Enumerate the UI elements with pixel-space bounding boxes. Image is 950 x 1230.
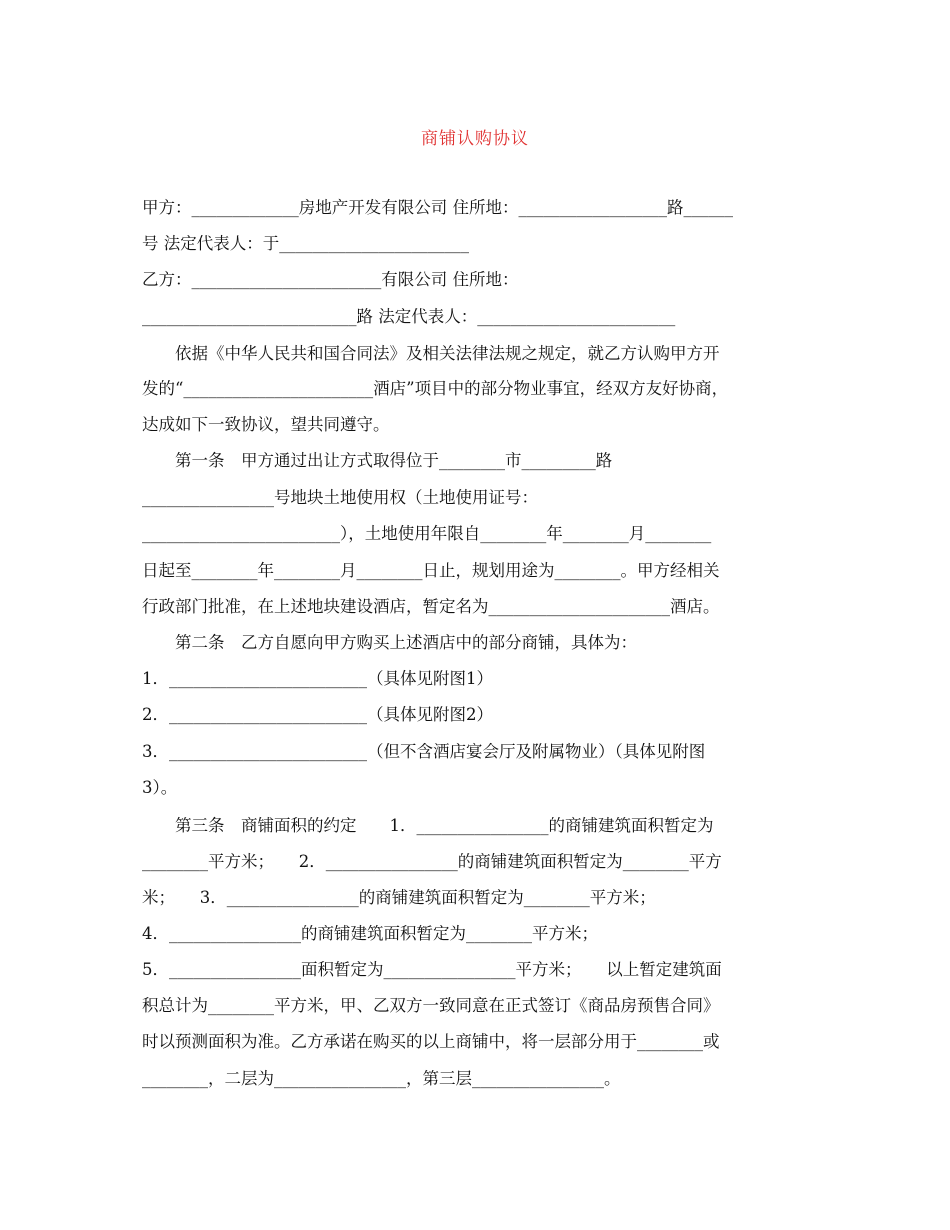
text-line: ________平方米； 2．________________的商铺建筑面积暂定为________平方 xyxy=(142,852,722,871)
text-line: 4．________________的商铺建筑面积暂定为________平方米； xyxy=(142,924,598,943)
text-line: 日起至________年________月________日止，规划用途为________。甲方经相关 xyxy=(142,561,720,580)
text-line: __________________________路 法定代表人：________________________ xyxy=(142,307,676,326)
text-line: 第三条 商铺面积的约定 1．________________的商铺建筑面积暂定为 xyxy=(142,816,714,835)
text-line: 米； 3．________________的商铺建筑面积暂定为________平方米； xyxy=(142,888,656,907)
text-line: 2．________________________（具体见附图2） xyxy=(142,705,493,724)
text-line: 甲方：_____________房地产开发有限公司 住所地：__________________路______ xyxy=(142,198,733,217)
text-line: 1．________________________（具体见附图1） xyxy=(142,669,493,688)
text-line: 行政部门批准，在上述地块建设酒店，暂定名为______________________酒店。 xyxy=(142,597,720,616)
text-line: 第一条 甲方通过出让方式取得位于________市_________路 xyxy=(142,451,613,470)
text-line: 达成如下一致协议，望共同遵守。 xyxy=(142,415,390,434)
text-line: 5．________________面积暂定为________________平方米； 以上暂定建筑面 xyxy=(142,960,722,979)
text-line: ________，二层为________________，第三层________________。 xyxy=(142,1069,621,1088)
text-line: 第二条 乙方自愿向甲方购买上述酒店中的部分商铺，具体为： xyxy=(142,633,637,652)
text-line: 依据《中华人民共和国合同法》及相关法律法规之规定，就乙方认购甲方开 xyxy=(142,344,720,363)
text-line: 3）。 xyxy=(142,778,178,797)
text-line: 乙方：_______________________有限公司 住所地： xyxy=(142,270,519,289)
text-line: 时以预测面积为准。乙方承诺在购买的以上商铺中，将一层部分用于________或 xyxy=(142,1032,720,1051)
text-line: 发的“_______________________酒店”项目中的部分物业事宜，经双方友好协商， xyxy=(142,379,729,398)
text-line: ________________号地块土地使用权（土地使用证号： xyxy=(142,488,538,507)
text-line: 3．________________________（但不含酒店宴会厅及附属物业）（具体见附图 xyxy=(142,742,706,761)
text-line: ________________________），土地使用年限自________年________月________ xyxy=(142,524,712,543)
text-line: 号 法定代表人：于_______________________ xyxy=(142,234,469,253)
text-line: 积总计为________平方米，甲、乙双方一致同意在正式签订《商品房预售合同》 xyxy=(142,996,720,1015)
document-title: 商铺认购协议 xyxy=(421,129,529,149)
